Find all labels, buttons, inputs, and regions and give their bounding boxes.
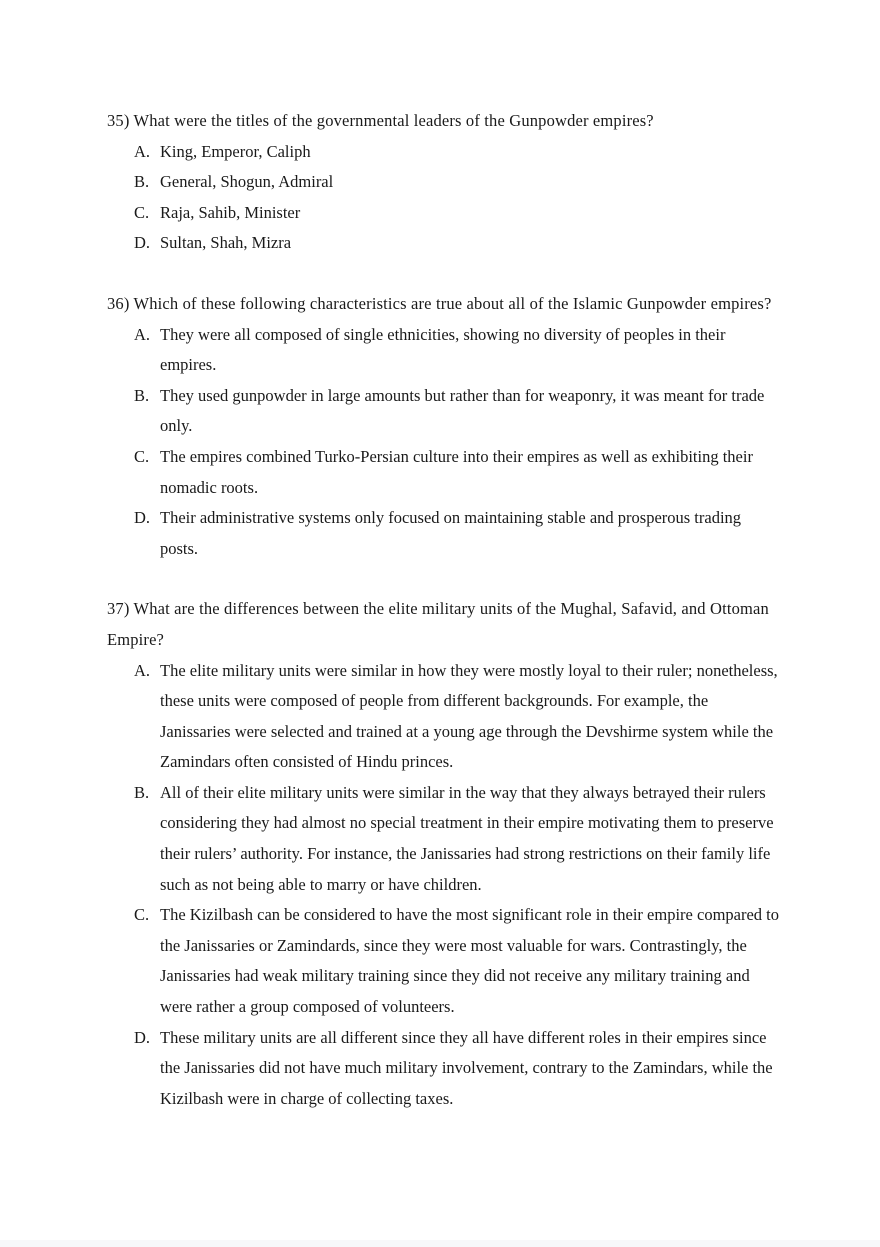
option-letter: C.	[134, 905, 150, 925]
question-35-stem: 35) What were the titles of the governmental leaders of the Gunpowder empires?	[107, 111, 654, 130]
option-36-d[interactable]	[107, 503, 779, 564]
option-text: The empires combined Turko-Persian culture into their empires as well as exhibiting their nomadic roots.	[160, 446, 753, 497]
option-35-a[interactable]	[107, 137, 779, 168]
option-36-a[interactable]	[107, 320, 779, 381]
question-37-options	[107, 656, 779, 1115]
option-letter: B.	[134, 385, 150, 405]
option-text: All of their elite military units were similar in the way that they always betrayed their rulers considering they had almost no special treatment in their empire motivating them to preserve their rulers’ authority. For instance, the Janissaries had strong restrictions on their family life such as not being able to marry or have children.	[160, 782, 774, 894]
option-letter: A.	[134, 141, 151, 161]
option-text: The Kizilbash can be considered to have the most significant role in their empire compared to the Janissaries or Zamindards, since they were most valuable for wars. Contrastingly, the Janissaries had weak military training since they did not receive any military training and were rather a group composed of volunteers.	[160, 905, 779, 1017]
option-text: Sultan, Shah, Mizra	[160, 233, 292, 253]
option-letter: A.	[134, 660, 151, 680]
option-37-d[interactable]	[107, 1023, 779, 1115]
option-37-a[interactable]	[107, 656, 779, 778]
option-letter: C.	[134, 202, 150, 222]
option-text: The elite military units were similar in how they were mostly loyal to their ruler; nonetheless, these units were composed of people from different backgrounds. For example, the Janissaries were selected and trained at a young age through the Devshirme system while the Zamindars often consisted of Hindu princes.	[160, 660, 778, 772]
page-bottom-edge	[0, 1240, 880, 1247]
option-35-b[interactable]	[107, 167, 779, 198]
question-37-stem: 37) What are the differences between the elite military units of the Mughal, Safavid, and Ottoman Empire?	[107, 599, 769, 649]
option-letter: A.	[134, 324, 151, 344]
option-text: They were all composed of single ethnicities, showing no diversity of peoples in their empires.	[160, 324, 726, 375]
question-36-stem: 36) Which of these following characteristics are true about all of the Islamic Gunpowder empires?	[107, 293, 772, 313]
option-text: Their administrative systems only focused on maintaining stable and prosperous trading posts.	[160, 508, 742, 558]
option-text: They used gunpowder in large amounts but rather than for weaponry, it was meant for trade only.	[160, 385, 765, 436]
question-36	[107, 289, 779, 564]
question-37	[107, 594, 779, 1114]
option-35-c[interactable]	[107, 198, 779, 229]
question-35	[107, 106, 779, 259]
option-letter: B.	[134, 782, 150, 802]
question-list	[107, 106, 779, 1114]
option-letter: D.	[134, 1027, 151, 1047]
option-36-c[interactable]	[107, 442, 779, 503]
option-37-c[interactable]	[107, 900, 779, 1022]
option-36-b[interactable]	[107, 381, 779, 442]
option-letter: B.	[134, 172, 150, 192]
option-text: Raja, Sahib, Minister	[160, 202, 301, 222]
option-37-b[interactable]	[107, 778, 779, 900]
option-35-d[interactable]	[107, 228, 779, 259]
question-35-options	[107, 137, 779, 259]
question-36-options	[107, 320, 779, 565]
option-text: King, Emperor, Caliph	[160, 141, 311, 161]
option-text: General, Shogun, Admiral	[160, 172, 334, 192]
option-text: These military units are all different since they all have different roles in their empires since the Janissaries did not have much military involvement, contrary to the Zamindars, while the Kizilbash were in charge of collecting taxes.	[160, 1027, 773, 1108]
option-letter: D.	[134, 233, 151, 253]
option-letter: C.	[134, 446, 150, 466]
option-letter: D.	[134, 508, 151, 528]
